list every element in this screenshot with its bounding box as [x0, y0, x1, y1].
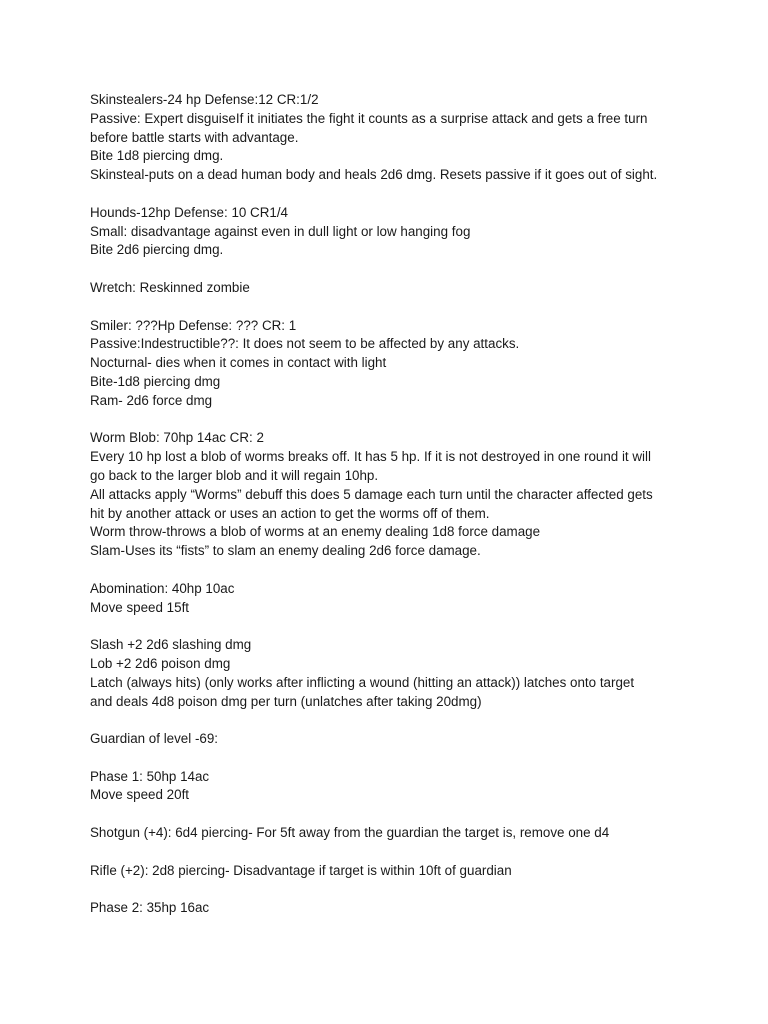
text-line: Slash +2 2d6 slashing dmg — [90, 637, 252, 653]
text-line: Slam-Uses its “fists” to slam an enemy dealing 2d6 force damage. — [90, 543, 481, 559]
text-line: and deals 4d8 poison dmg per turn (unlatches after taking 20dmg) — [90, 693, 482, 709]
text-line: Bite 2d6 piercing dmg. — [90, 242, 224, 258]
blank-line — [90, 561, 708, 580]
text-line: Wretch: Reskinned zombie — [90, 279, 250, 295]
text-line: Abomination: 40hp 10ac — [90, 580, 235, 596]
text-line: Passive: Expert disguiseIf it initiates the fight it counts as a surprise attack and gets a free turn — [90, 110, 648, 126]
text-line: Smiler: ???Hp Defense: ??? CR: 1 — [90, 317, 297, 333]
text-line: Small: disadvantage against even in dull light or low hanging fog — [90, 223, 471, 239]
text-line: Bite-1d8 piercing dmg — [90, 373, 221, 389]
text-line: All attacks apply “Worms” debuff this does 5 damage each turn until the character affected gets — [90, 486, 653, 502]
text-line: Phase 1: 50hp 14ac — [90, 768, 210, 784]
text-line: Move speed 20ft — [90, 787, 190, 803]
text-line: Latch (always hits) (only works after inflicting a wound (hitting an attack)) latches onto target — [90, 674, 635, 690]
blank-line — [90, 749, 708, 768]
text-line: Move speed 15ft — [90, 599, 190, 615]
text-line: Bite 1d8 piercing dmg. — [90, 148, 224, 164]
text-line: Hounds-12hp Defense: 10 CR1/4 — [90, 204, 289, 220]
text-line: before battle starts with advantage. — [90, 129, 299, 145]
text-line: Skinstealers-24 hp Defense:12 CR:1/2 — [90, 92, 319, 107]
blank-line — [90, 298, 708, 317]
blank-line — [90, 711, 708, 730]
text-line: Rifle (+2): 2d8 piercing- Disadvantage if target is within 10ft of guardian — [90, 862, 512, 878]
text-line: Worm Blob: 70hp 14ac CR: 2 — [90, 430, 264, 446]
blank-line — [90, 805, 708, 824]
blank-line — [90, 880, 708, 899]
blank-line — [90, 843, 708, 862]
text-line: Worm throw-throws a blob of worms at an enemy dealing 1d8 force damage — [90, 524, 541, 540]
text-line: hit by another attack or uses an action to get the worms off of them. — [90, 505, 490, 521]
blank-line — [90, 411, 708, 430]
blank-line — [90, 260, 708, 279]
text-line: Skinsteal-puts on a dead human body and heals 2d6 dmg. Resets passive if it goes out of sight. — [90, 167, 658, 183]
text-line: Guardian of level -69: — [90, 731, 219, 747]
blank-line — [90, 617, 708, 636]
text-line: go back to the larger blob and it will regain 10hp. — [90, 467, 379, 483]
text-line: Every 10 hp lost a blob of worms breaks off. It has 5 hp. If it is not destroyed in one round it will — [90, 449, 651, 465]
text-line: Ram- 2d6 force dmg — [90, 392, 213, 408]
text-line: Lob +2 2d6 poison dmg — [90, 655, 231, 671]
text-line: Passive:Indestructible??: It does not seem to be affected by any attacks. — [90, 336, 520, 352]
text-line: Phase 2: 35hp 16ac — [90, 900, 210, 916]
text-line: Nocturnal- dies when it comes in contact with light — [90, 355, 387, 371]
text-line: Shotgun (+4): 6d4 piercing- For 5ft away from the guardian the target is, remove one d4 — [90, 825, 610, 841]
blank-line — [90, 185, 708, 204]
